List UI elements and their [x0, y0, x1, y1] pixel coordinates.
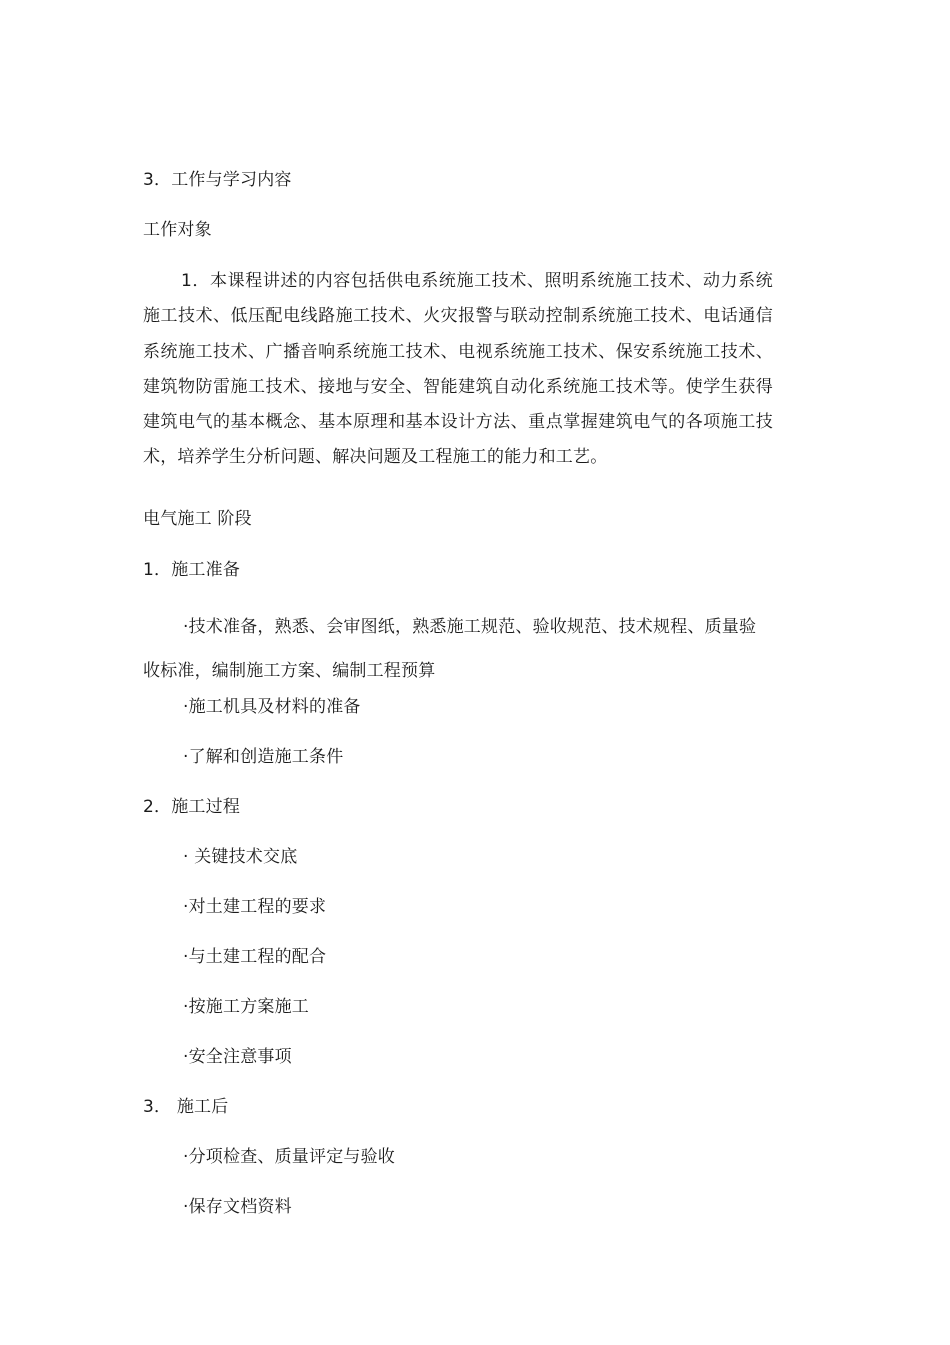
process-item-civil-cooperation: ·与土建工程的配合: [183, 947, 327, 967]
prep-item-equipment: ·施工机具及材料的准备: [183, 697, 361, 717]
process-heading: 2．施工过程: [143, 797, 241, 817]
work-object-heading: 工作对象: [143, 220, 212, 240]
course-paragraph: 1．本课程讲述的内容包括供电系统施工技术、照明系统施工技术、动力系统施工技术、低压配电线路施工技术、火灾报警与联动控制系统施工技术、电话通信系统施工技术、广播音响系统施工技术、电视系统施工技术、保安系统施工技术、建筑物防雷施工技术、接地与安全、智能建筑自动化系统施工技术等。使学生获得建筑电气的基本概念、基本原理和基本设计方法、重点掌握建筑电气的各项施工技术，培养学生分析问题、解决问题及工程施工的能力和工艺。: [143, 271, 773, 468]
process-item-safety: ·安全注意事项: [183, 1047, 292, 1067]
after-item-archive: ·保存文档资料: [183, 1197, 292, 1217]
after-heading: 3． 施工后: [143, 1097, 229, 1117]
stage-heading: 电气施工 阶段: [143, 509, 252, 529]
prep-item-technical: ·技术准备，熟悉、会审图纸，熟悉施工规范、验收规范、技术规程、质量验收标准，编制施工方案、编制工程预算: [143, 617, 757, 681]
prep-item-conditions: ·了解和创造施工条件: [183, 747, 344, 767]
process-item-civil-requirements: ·对土建工程的要求: [183, 897, 327, 917]
process-item-follow-plan: ·按施工方案施工: [183, 997, 310, 1017]
process-item-briefing: · 关键技术交底: [183, 847, 298, 867]
prep-heading: 1．施工准备: [143, 560, 241, 580]
after-item-inspection: ·分项检查、质量评定与验收: [183, 1147, 396, 1167]
section-heading: 3．工作与学习内容: [143, 170, 292, 190]
